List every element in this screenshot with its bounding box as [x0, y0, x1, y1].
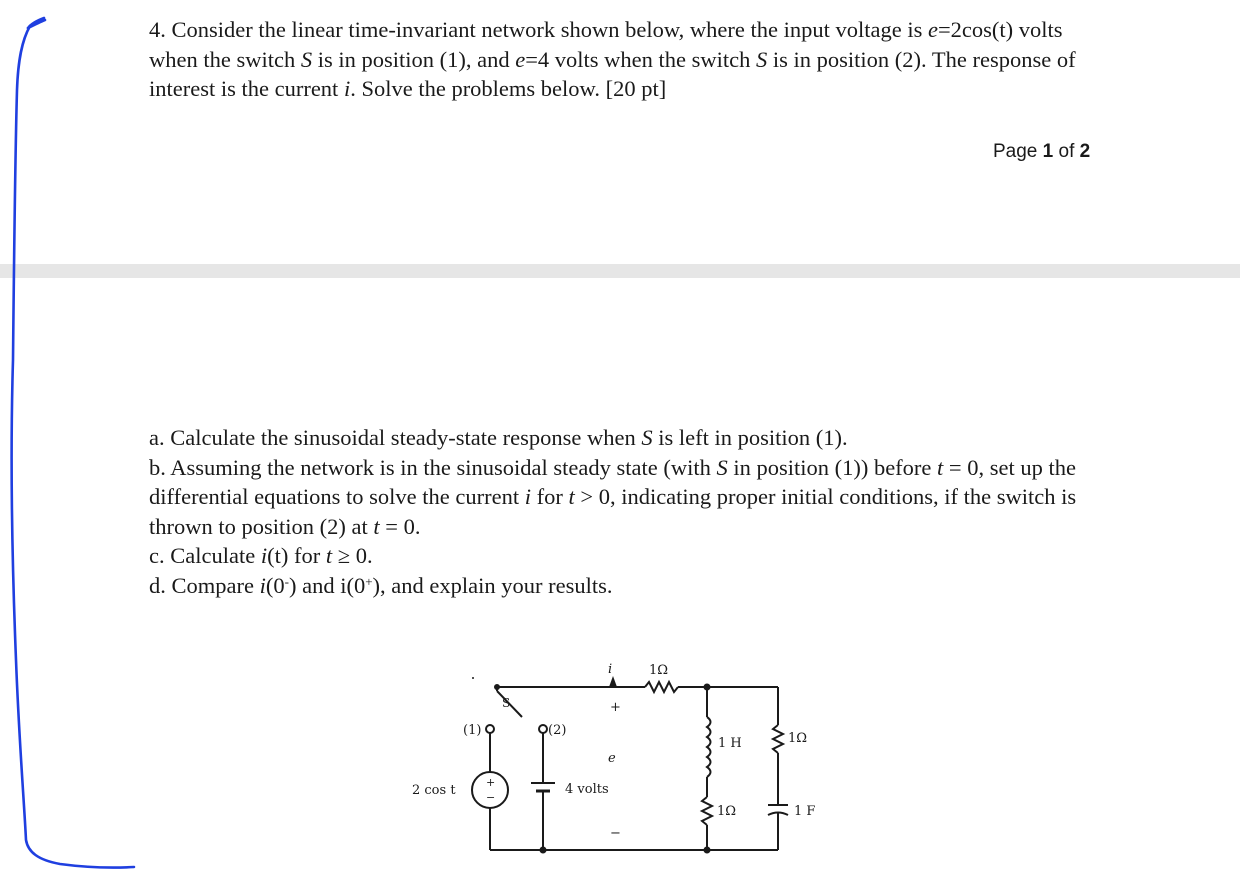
- page-indicator: Page 1 of 2: [993, 141, 1091, 162]
- label-switch: S: [502, 696, 511, 710]
- problem-statement: 4. Consider the linear time-invariant network shown below, where the input voltage is e=2cos(t) volts when the switch S is in position (1), and e=4 volts when the switch S is in position (2). The response of interest is the current i. Solve the problems below. [20 pt]: [149, 17, 1076, 101]
- label-r-mid: 1Ω: [717, 804, 737, 819]
- label-dc-source: 4 volts: [565, 782, 609, 797]
- label-r-right: 1Ω: [788, 731, 808, 746]
- current-arrow-icon: [609, 676, 617, 687]
- label-r-top: 1Ω: [649, 663, 669, 678]
- label-capacitor: 1 F: [794, 804, 816, 819]
- question-list: [149, 423, 1099, 600]
- label-minus-bottom: −: [610, 826, 621, 841]
- question-c: c. Calculate i(t) for t ≥ 0.: [149, 543, 373, 568]
- label-source-plus: +: [486, 776, 496, 789]
- question-d: d. Compare i(0-) and i(0+), and explain your results.: [149, 572, 613, 598]
- question-a: a. Calculate the sinusoidal steady-state response when S is left in position (1).: [149, 425, 848, 450]
- label-ac-source: 2 cos t: [412, 783, 456, 798]
- label-e: e: [608, 751, 616, 766]
- label-current-i: i: [608, 662, 613, 677]
- label-inductor: 1 H: [718, 736, 742, 751]
- label-pos2: (2): [548, 723, 567, 738]
- label-source-minus: −: [486, 791, 496, 804]
- circuit-diagram: [400, 655, 840, 865]
- question-b: b. Assuming the network is in the sinusoidal steady state (with S in position (1)) before t = 0, set up the differential equations to solve the current i for t > 0, indicating proper initial conditions, if the switch is thrown to position (2) at t = 0.: [149, 454, 1077, 539]
- label-plus-top: +: [610, 700, 621, 715]
- page-1: [0, 0, 1240, 264]
- page-separator: [0, 264, 1240, 278]
- label-pos1: (1): [463, 723, 482, 738]
